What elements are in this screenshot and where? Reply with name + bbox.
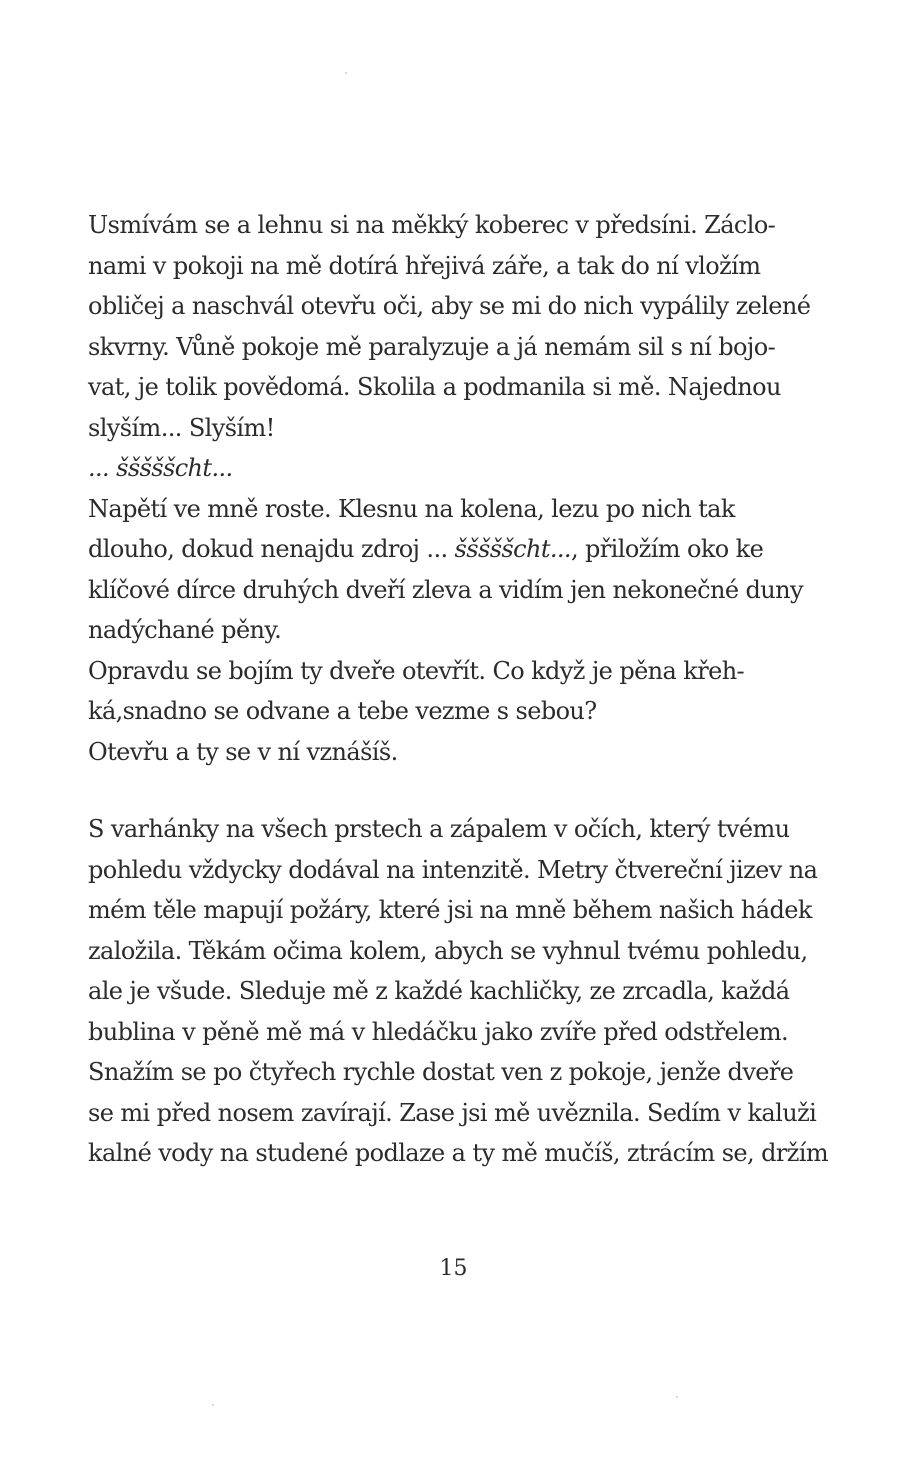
text-line: pohledu vždycky dodával na intenzitě. Metry čtvereční jizev na bbox=[88, 855, 818, 884]
text-span: , přiložím oko ke bbox=[570, 535, 764, 563]
text-section-2 bbox=[88, 809, 830, 1174]
text-line: ale je všude. Sleduje mě z každé kachličky, ze zrcadla, každá bbox=[88, 977, 790, 1005]
text-line: Usmívám se a lehnu si na měkký koberec v předsíni. Záclo- bbox=[88, 211, 776, 239]
text-line: bublina v pěně mě má v hledáčku jako zvíře před odstřelem. bbox=[88, 1017, 789, 1046]
text-line: se mi před nosem zavírají. Zase jsi mě uvěznila. Sedím v kaluži bbox=[88, 1098, 817, 1127]
text-line: vat, je tolik povědomá. Skolila a podmanila si mě. Najednou bbox=[88, 373, 781, 401]
text-line: nadýchané pěny. bbox=[88, 616, 282, 644]
text-line: kalné vody na studené podlaze a ty mě mučíš, ztrácím se, držím bbox=[88, 1139, 829, 1167]
text-line: Napětí ve mně roste. Klesnu na kolena, lezu po nich tak bbox=[88, 494, 735, 523]
text-span: dlouho, dokud nenajdu zdroj ... bbox=[88, 535, 455, 563]
paragraph bbox=[88, 205, 830, 448]
paper-speck bbox=[676, 1396, 678, 1398]
text-line: Snažím se po čtyřech rychle dostat ven z pokoje, jenže dveře bbox=[88, 1058, 794, 1086]
text-line: slyším... Slyším! bbox=[88, 413, 275, 442]
text-section-1 bbox=[88, 205, 830, 772]
paragraph bbox=[88, 809, 830, 1052]
text-line: Opravdu se bojím ty dveře otevřít. Co když je pěna křeh- bbox=[88, 656, 745, 685]
text-span-italic: šššššcht... bbox=[454, 535, 571, 563]
paragraph bbox=[88, 448, 830, 489]
text-line: Otevřu a ty se v ní vznášíš. bbox=[88, 737, 398, 766]
paper-speck bbox=[212, 1404, 214, 1406]
text-line: S varhánky na všech prstech a zápalem v očích, který tvému bbox=[88, 815, 790, 843]
text-line: mém těle mapují požáry, které jsi na mně během našich hádek bbox=[88, 896, 812, 924]
paper-speck bbox=[345, 72, 347, 74]
paragraph bbox=[88, 732, 830, 773]
text-line: nami v pokoji na mě dotírá hřejivá záře, a tak do ní vložím bbox=[88, 251, 761, 280]
paragraph bbox=[88, 1052, 830, 1174]
text-line: obličej a naschvál otevřu oči, aby se mi do nich vypálily zelené bbox=[88, 292, 811, 320]
paragraph bbox=[88, 651, 830, 732]
text-line: skvrny. Vůně pokoje mě paralyzuje a já nemám sil s ní bojo- bbox=[88, 332, 776, 361]
text-line-mixed bbox=[88, 529, 830, 570]
paragraph bbox=[88, 489, 830, 651]
text-line-italic: ... šššššcht... bbox=[88, 454, 233, 482]
page-number: 15 bbox=[439, 1256, 468, 1281]
text-line: ká,snadno se odvane a tebe vezme s sebou? bbox=[88, 697, 597, 725]
text-line: klíčové dírce druhých dveří zleva a vidím jen nekonečné duny bbox=[88, 575, 803, 604]
text-line: založila. Těkám očima kolem, abych se vyhnul tvému pohledu, bbox=[88, 936, 808, 965]
